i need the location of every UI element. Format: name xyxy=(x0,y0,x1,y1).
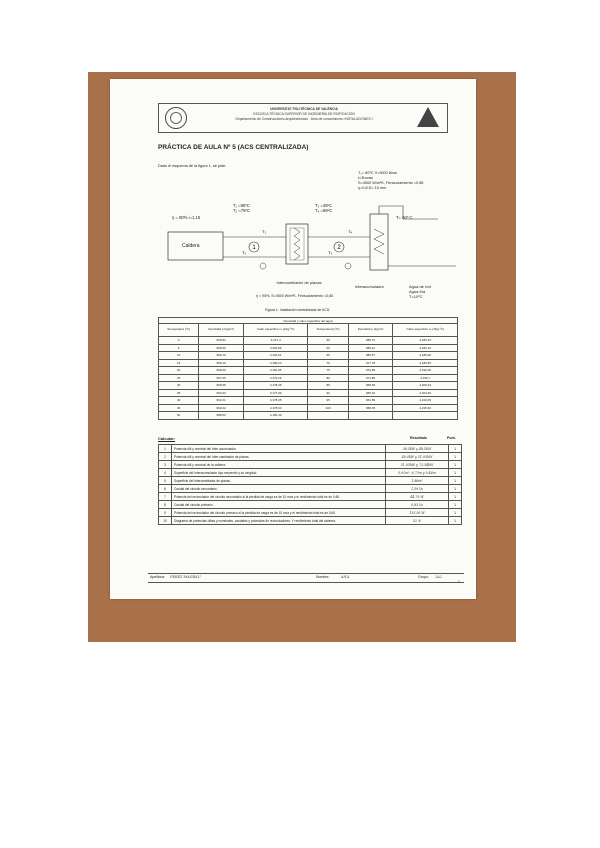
calc-number: 9 xyxy=(159,509,172,517)
table-cell: 50 xyxy=(159,412,199,420)
table-cell: 4.186,24 xyxy=(243,359,308,367)
table-cell: 999,10 xyxy=(199,359,244,367)
university-name: UNIVERSITAT POLITÈCNICA DE VALÈNCIA xyxy=(270,107,338,111)
svg-text:T₁: T₁ xyxy=(262,229,266,234)
table-cell: 15 xyxy=(159,359,199,367)
calc-result: 1,59 l/s xyxy=(386,485,449,493)
page-number: 1 xyxy=(458,580,460,584)
calc-row xyxy=(159,477,462,485)
calc-number: 7 xyxy=(159,493,172,501)
table-header: Temperatura (ºC) xyxy=(308,324,348,337)
table-cell: 4.183,33 xyxy=(393,337,458,345)
table-cell: 20 xyxy=(159,367,199,375)
table-cell: 30 xyxy=(159,382,199,390)
table-cell: 4.192,00 xyxy=(393,367,458,375)
table-cell xyxy=(393,412,458,420)
hot-water-output-temp: T= 60º C xyxy=(396,215,413,220)
table-cell: 999,84 xyxy=(199,337,244,345)
calc-number: 3 xyxy=(159,461,172,469)
points-heading: Punt. xyxy=(447,436,456,440)
svg-text:T₃: T₃ xyxy=(328,250,333,255)
table-cell: 55 xyxy=(308,337,348,345)
table-header: Calor específico cₑ (J/kg ºC) xyxy=(243,324,308,337)
calc-points: 1 xyxy=(449,509,462,517)
calc-points: 1 xyxy=(449,469,462,477)
calc-question: Potencia del recirculador del circuito primario si la pérdida de carga es de 10 mca y el rendimiento total es de 0,60. xyxy=(172,509,386,517)
svg-text:2: 2 xyxy=(337,245,341,251)
table-cell: 4.178,35 xyxy=(243,382,308,390)
table-cell: 4.185,00 xyxy=(393,352,458,360)
table-header: Calor específico cₑ (J/kg ºC) xyxy=(393,324,458,337)
table-row xyxy=(159,397,458,405)
table-cell: 90 xyxy=(308,389,348,397)
heat-exchanger-label: Intercambiador de placas xyxy=(276,280,322,285)
table-cell: 4.191,61 xyxy=(243,352,308,360)
table-cell: 35 xyxy=(159,389,199,397)
boiler-box xyxy=(168,232,223,260)
table-cell: 4.180,40 xyxy=(243,412,308,420)
calc-question: Superficie del Intercambiador de placas. xyxy=(172,477,386,485)
university-seal-icon xyxy=(165,107,187,129)
calc-number: 8 xyxy=(159,501,172,509)
table-cell: 65 xyxy=(308,352,348,360)
calc-row xyxy=(159,493,462,501)
result-heading: Resultado xyxy=(410,436,427,440)
calc-result: 0,83 l/s xyxy=(386,501,449,509)
pump-1-icon xyxy=(260,263,266,269)
intro-text: Dado el esquema de la figura 1, se pide: xyxy=(158,164,227,168)
table-cell: 997,05 xyxy=(199,374,244,382)
water-properties-table xyxy=(158,317,458,420)
table-row xyxy=(159,374,458,382)
storage-tank xyxy=(370,214,388,270)
calc-points: 1 xyxy=(449,517,462,525)
calc-row xyxy=(159,517,462,525)
table-cell: 958,35 xyxy=(348,404,393,412)
calc-points: 1 xyxy=(449,445,462,453)
calc-result: 0,92m², 6,73m y 0,46m xyxy=(386,469,449,477)
table-header: Densidad ρ (kg/m³) xyxy=(348,324,393,337)
calc-row xyxy=(159,485,462,493)
table-cell: 10 xyxy=(159,352,199,360)
calc-number: 4 xyxy=(159,469,172,477)
table-cell: 60 xyxy=(308,344,348,352)
table-cell: 4.200,23 xyxy=(393,382,458,390)
table-cell: 4.184,16 xyxy=(393,344,458,352)
table-cell: 100 xyxy=(308,404,348,412)
school-logo-icon xyxy=(417,107,439,127)
calc-question: Diagrama de potencias útiles y nominales, caudales y potencias de recirculadores. Y rendimiento total del sistema. xyxy=(172,517,386,525)
table-cell: 85 xyxy=(308,382,348,390)
calc-result: 52 % xyxy=(386,517,449,525)
table-cell: 4.179,26 xyxy=(243,374,308,382)
table-cell: 4.181,95 xyxy=(243,367,308,375)
calc-result: 1,86m² xyxy=(386,477,449,485)
secondary-temperatures: T₃ =45ºC T₄ =65ºC xyxy=(315,203,333,213)
calc-question: Potencia del recirculador del circuito secundario si la pérdida de carga es de 10 mca y el rendimiento total es de 0,60. xyxy=(172,493,386,501)
calc-result: 46,0kW y 51,05kW xyxy=(386,453,449,461)
table-cell: 45 xyxy=(159,404,199,412)
figure-caption: Figura 1. Instalación centralizada de ACS. xyxy=(265,308,331,312)
table-cell: 4.178,35 xyxy=(243,397,308,405)
calc-row xyxy=(159,469,462,477)
table-caption: Densidad y calor específico del agua xyxy=(159,318,458,324)
calc-row xyxy=(159,461,462,469)
calc-points: 1 xyxy=(449,461,462,469)
table-cell: 4.177,90 xyxy=(243,389,308,397)
table-cell: 999,70 xyxy=(199,352,244,360)
table-cell: 980,57 xyxy=(348,352,393,360)
cold-water-labels: Agua de red Agua fría T=10ºC xyxy=(409,284,431,299)
table-cell: 4.204,60 xyxy=(393,389,458,397)
calc-number: 1 xyxy=(159,445,172,453)
tank-label: Interacumulador xyxy=(355,284,384,289)
table-cell: 998,20 xyxy=(199,367,244,375)
table-cell: 4.186,55 xyxy=(393,359,458,367)
table-cell: 0 xyxy=(159,337,199,345)
table-cell: 40 xyxy=(159,397,199,405)
calc-row xyxy=(159,509,462,517)
table-cell: 985,70 xyxy=(348,337,393,345)
calc-points: 1 xyxy=(449,477,462,485)
table-cell: 70 xyxy=(308,359,348,367)
table-cell: 4.178,93 xyxy=(243,404,308,412)
calc-number: 10 xyxy=(159,517,172,525)
calc-number: 5 xyxy=(159,477,172,485)
table-cell: 968,65 xyxy=(348,382,393,390)
table-row xyxy=(159,389,458,397)
calc-result: 51,05kW y 73,34kW xyxy=(386,461,449,469)
primary-temperatures: T₁ =90ºC T₂ =75ºC xyxy=(233,203,251,213)
table-cell: 965,32 xyxy=(348,389,393,397)
table-row xyxy=(159,404,458,412)
table-cell: 95 xyxy=(308,397,348,405)
table-cell: 983,21 xyxy=(348,344,393,352)
surname-label: Apellidos: xyxy=(150,575,166,579)
table-cell: 4.196,7 xyxy=(393,374,458,382)
table-cell: 25 xyxy=(159,374,199,382)
calc-row xyxy=(159,501,462,509)
calc-points: 1 xyxy=(449,493,462,501)
svg-text:T₄: T₄ xyxy=(348,229,353,234)
table-cell: 999,96 xyxy=(199,344,244,352)
table-row xyxy=(159,382,458,390)
pump-2-icon xyxy=(345,263,351,269)
group-value: 2A2 xyxy=(435,575,442,579)
table-cell xyxy=(348,412,393,420)
group-label: Grupo: xyxy=(418,575,429,579)
tank-data: T₀= 60ºC V=3000 litros t=3horas S=4500 W/m²K, Fensuciamiento =0,85 η=0,8 D= 15 mm xyxy=(358,171,424,190)
calculations-table xyxy=(158,444,462,525)
calc-row xyxy=(159,445,462,453)
table-row xyxy=(159,412,458,420)
calc-result: 44,79 W xyxy=(386,493,449,501)
calc-question: Potencia útil y nominal de la caldera. xyxy=(172,461,386,469)
calc-result: 38,5kW y 48,5kW xyxy=(386,445,449,453)
name-label: Nombre: xyxy=(316,575,330,579)
department-name: Departamento de Construcciones Arquitectónicas · Área de conocimiento: INSTALACIONES I xyxy=(235,117,373,121)
calc-points: 1 xyxy=(449,485,462,493)
svg-text:1: 1 xyxy=(252,245,256,251)
table-row xyxy=(159,367,458,375)
calc-result: 135,56 W xyxy=(386,509,449,517)
table-cell: 4.210,05 xyxy=(393,397,458,405)
school-name: ESCUELA TÉCNICA SUPERIOR DE INGENIERÍA DE EDIFICACIÓN xyxy=(253,112,355,116)
table-cell: 977,78 xyxy=(348,359,393,367)
table-row xyxy=(159,344,458,352)
table-cell: 4.217,4 xyxy=(243,337,308,345)
boiler-efficiency: η = 80% i=1,15 xyxy=(172,215,201,220)
table-cell: 990,22 xyxy=(199,404,244,412)
installation-diagram xyxy=(158,184,458,304)
calc-number: 6 xyxy=(159,485,172,493)
table-cell xyxy=(308,412,348,420)
calc-number: 2 xyxy=(159,453,172,461)
calc-question: Caudal del circuito secundario. xyxy=(172,485,386,493)
page-title: PRÁCTICA DE AULA Nº 5 (ACS CENTRALIZADA) xyxy=(158,144,309,151)
svg-text:T₂: T₂ xyxy=(242,250,246,255)
table-row xyxy=(159,352,458,360)
calc-heading: Calcular: xyxy=(158,436,176,441)
calc-question: Caudal del circuito primario. xyxy=(172,501,386,509)
calc-points: 1 xyxy=(449,453,462,461)
calc-question: Superficie del Interacumulador tipo serpentín y su longitud. xyxy=(172,469,386,477)
student-footer xyxy=(148,573,464,583)
boiler-label: Caldera xyxy=(182,243,200,249)
letterhead xyxy=(158,103,448,133)
table-row xyxy=(159,337,458,345)
table-header: Temperatura (ºC) xyxy=(159,324,199,337)
table-header: Densidad ρ (kg/m³) xyxy=(199,324,244,337)
calc-points: 1 xyxy=(449,501,462,509)
table-cell: 4.215,60 xyxy=(393,404,458,412)
table-cell: 974,89 xyxy=(348,367,393,375)
surname-value: PEREZ MAGRAU xyxy=(170,575,201,579)
document-page xyxy=(110,79,476,599)
table-row xyxy=(159,359,458,367)
table-cell: 4.203,85 xyxy=(243,344,308,352)
table-cell: 5 xyxy=(159,344,199,352)
heat-exchanger-params: η = 95%, S=4500 W/m²K, Fensuciamiento =0,85 xyxy=(256,294,334,298)
table-cell: 988,03 xyxy=(199,412,244,420)
table-cell: 992,21 xyxy=(199,397,244,405)
table-cell: 995,65 xyxy=(199,382,244,390)
calc-row xyxy=(159,453,462,461)
table-cell: 80 xyxy=(308,374,348,382)
name-value: ANA xyxy=(341,575,350,579)
table-cell: 961,89 xyxy=(348,397,393,405)
table-cell: 971,80 xyxy=(348,374,393,382)
table-cell: 994,03 xyxy=(199,389,244,397)
calc-question: Potencia útil y nominal del Inter acumulador. xyxy=(172,445,386,453)
table-cell: 75 xyxy=(308,367,348,375)
calc-question: Potencia útil y nominal del Inter cambiador de placas. xyxy=(172,453,386,461)
